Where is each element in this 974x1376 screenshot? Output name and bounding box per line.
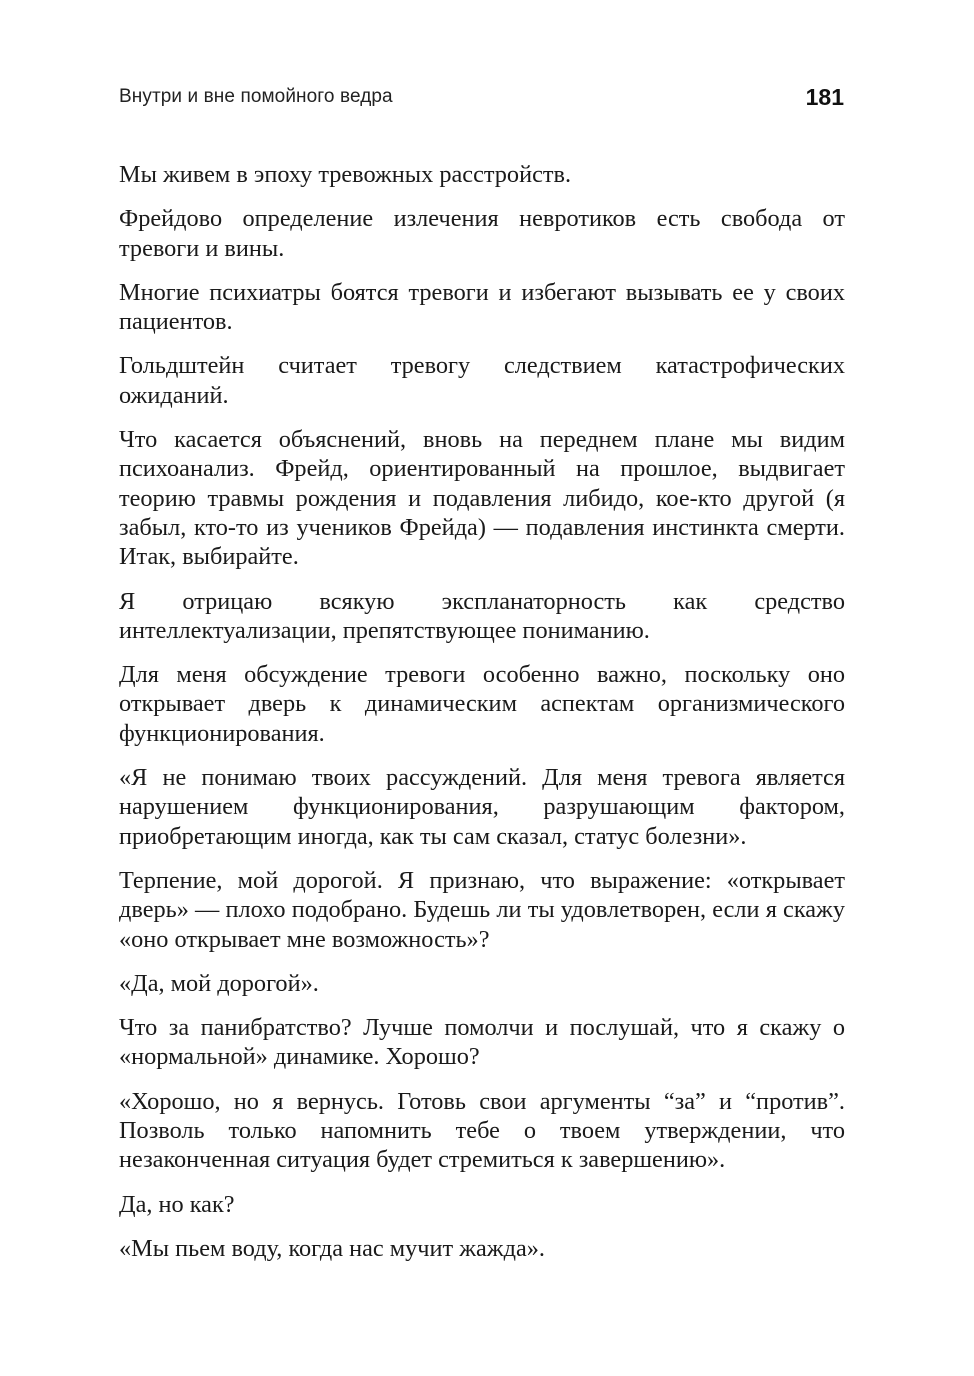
body-text [119, 160, 845, 1278]
paragraph: Да, но как? [119, 1190, 235, 1218]
paragraph: «Я не понимаю твоих рассуждений. Для меня тревога является нарушением функционирования, разрушающим фактором, приобретающим иногда, как ты сам сказал, статус болезни». [119, 764, 845, 850]
paragraph: Терпение, мой дорогой. Я признаю, что выражение: «открывает дверь» — плохо подобрано. Будешь ли ты удовлетворен, если я скажу «оно открывает мне возможность»? [119, 866, 845, 953]
paragraph: Что касается объяснений, вновь на переднем плане мы видим психоанализ. Фрейд, ориентированный на прошлое, выдвигает теорию травмы рождения и подавления либидо, кое-кто другой (я забыл, кто-то из учеников Фрейда) — подавления инстинкта смерти. Итак, выбирайте. [119, 426, 845, 571]
page-number: 181 [805, 84, 844, 110]
paragraph: Фрейдово определение излечения невротиков есть свобода от тревоги и вины. [119, 205, 845, 262]
paragraph: «Хорошо, но я вернусь. Готовь свои аргументы “за” и “против”. Позволь только напомнить тебе о твоем утверждении, что незаконченная ситуация будет стремиться к завершению». [119, 1087, 845, 1174]
paragraph: Я отрицаю всякую экспланаторность как средство интеллектуализации, препятствующее пониманию. [119, 587, 845, 644]
paragraph: Гольдштейн считает тревогу следствием катастрофических ожиданий. [119, 352, 845, 409]
paragraph: «Мы пьем воду, когда нас мучит жажда». [119, 1234, 545, 1262]
paragraph: Для меня обсуждение тревоги особенно важно, поскольку оно открывает дверь к динамическим аспектам организмического функционирования. [119, 661, 845, 747]
paragraph: Мы живем в эпоху тревожных расстройств. [119, 161, 572, 188]
running-title: Внутри и вне помойного ведра [119, 86, 393, 107]
paragraph: «Да, мой дорогой». [119, 969, 319, 997]
paragraph: Многие психиатры боятся тревоги и избегают вызывать ее у своих пациентов. [119, 278, 845, 336]
paragraph: Что за панибратство? Лучше помолчи и послушай, что я скажу о «нормальной» динамике. Хорошо? [119, 1014, 845, 1071]
